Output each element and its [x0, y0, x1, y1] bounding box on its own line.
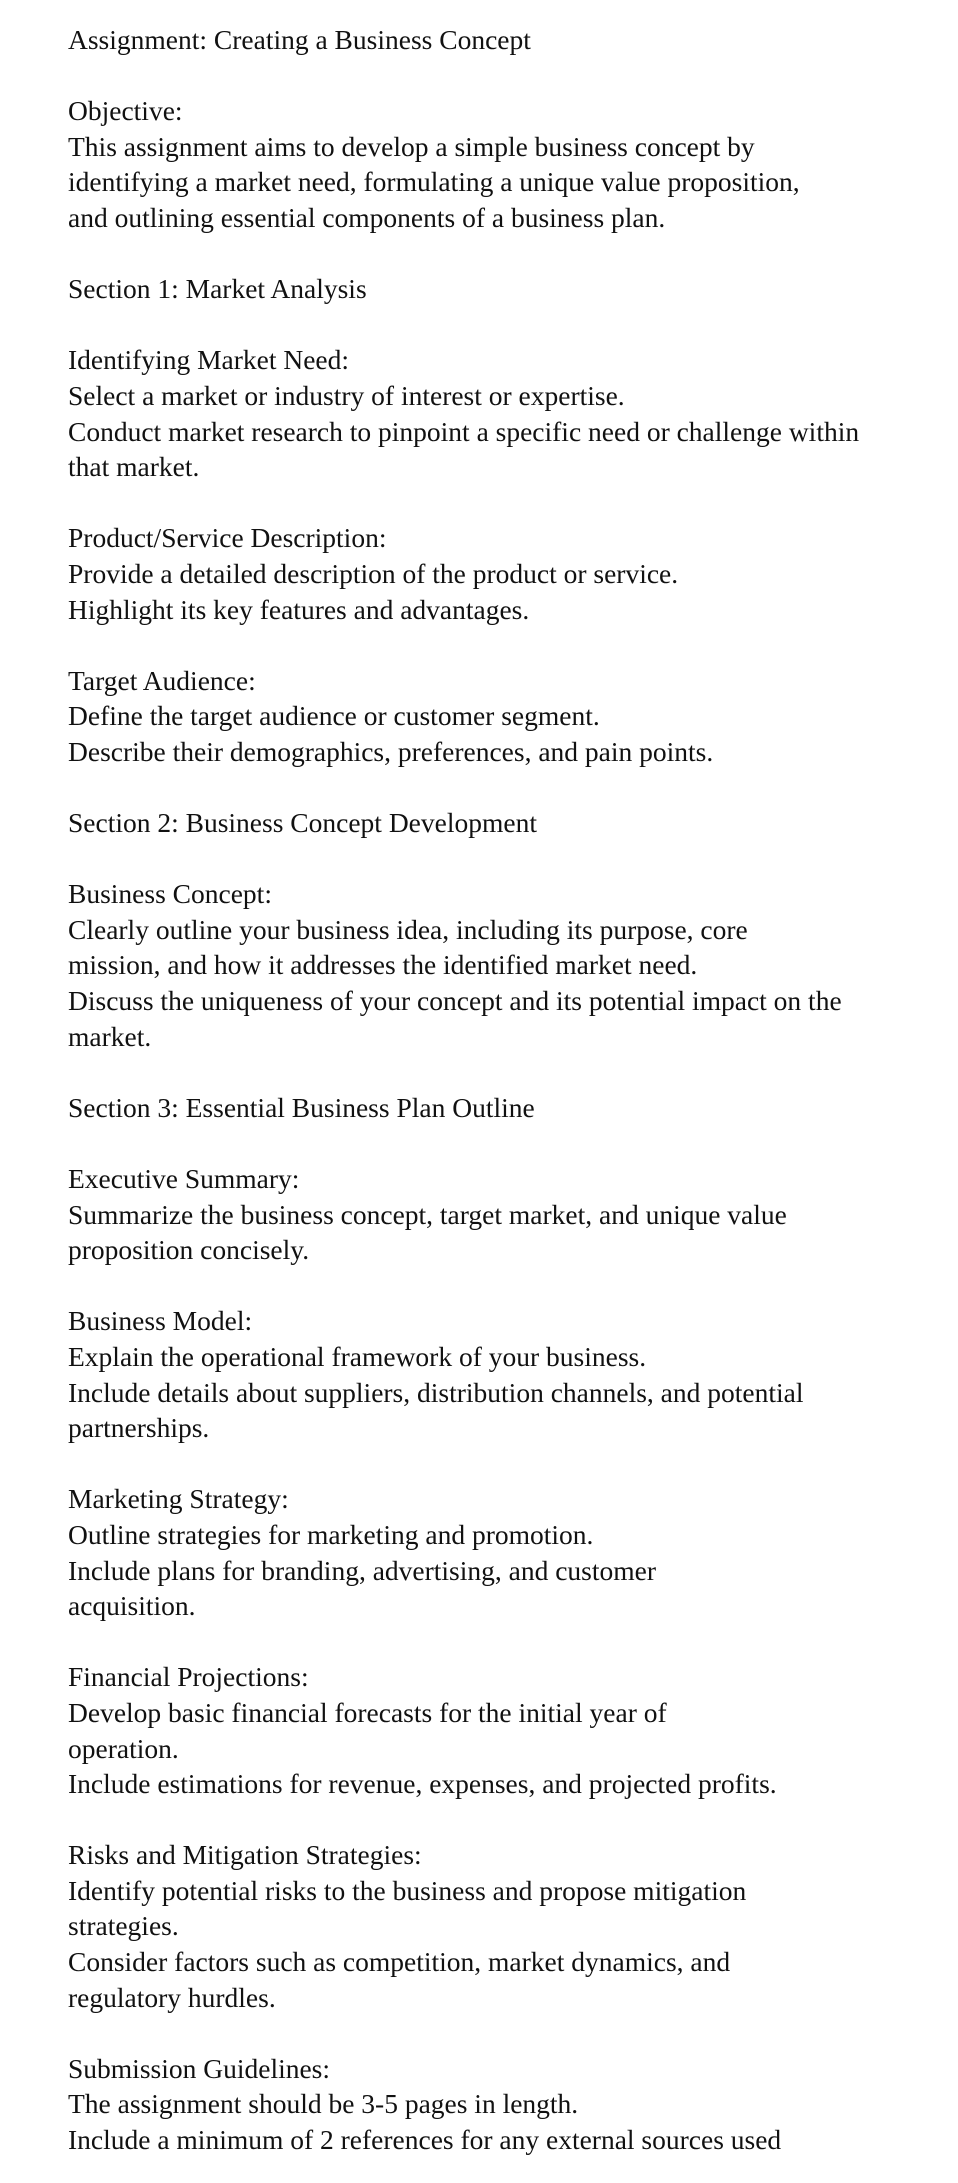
market-need-line: Select a market or industry of interest or expertise.	[68, 379, 625, 411]
submission-guidelines-line: The assignment should be 3-5 pages in length.	[68, 2088, 579, 2120]
section-2-heading-block	[68, 805, 898, 841]
risks-line: Consider factors such as competition, market dynamics, and regulatory hurdles.	[68, 1946, 731, 2013]
business-concept-block	[68, 876, 898, 1054]
document-title: Assignment: Creating a Business Concept	[68, 24, 531, 55]
section-1-heading-block	[68, 271, 898, 307]
submission-guidelines-line: Include a minimum of 2 references for any external sources used	[68, 2124, 782, 2156]
marketing-strategy-line: Include plans for branding, advertising, and customer acquisition.	[68, 1554, 657, 1622]
business-model-heading: Business Model:	[68, 1305, 253, 1337]
target-audience-line: Describe their demographics, preferences, and pain points.	[68, 735, 714, 767]
marketing-strategy-line: Outline strategies for marketing and promotion.	[68, 1518, 594, 1550]
business-concept-heading: Business Concept:	[68, 878, 272, 910]
objective-block	[68, 93, 898, 235]
business-model-block	[68, 1303, 898, 1445]
product-service-block	[68, 520, 898, 627]
section-3-heading-block	[68, 1090, 898, 1126]
business-model-line: Include details about suppliers, distribution channels, and potential partnerships.	[68, 1376, 804, 1444]
product-service-line: Highlight its key features and advantages.	[68, 593, 530, 625]
objective-text: This assignment aims to develop a simple business concept by identifying a market need, formulating a unique value proposition, and outlining essential components of a business plan.	[68, 130, 800, 233]
target-audience-line: Define the target audience or customer segment.	[68, 700, 600, 732]
business-concept-line: Discuss the uniqueness of your concept and its potential impact on the market.	[68, 985, 842, 1052]
target-audience-block	[68, 663, 898, 770]
financial-projections-block	[68, 1659, 898, 1801]
risks-line: Identify potential risks to the business and propose mitigation strategies.	[68, 1874, 747, 1942]
financial-projections-line: Include estimations for revenue, expenses, and projected profits.	[68, 1768, 777, 1800]
submission-guidelines-block	[68, 2051, 898, 2158]
section-2-heading: Section 2: Business Concept Development	[68, 807, 537, 839]
product-service-heading: Product/Service Description:	[68, 522, 387, 554]
executive-summary-line: Summarize the business concept, target market, and unique value proposition concisely.	[68, 1198, 787, 1266]
marketing-strategy-block	[68, 1481, 898, 1623]
product-service-line: Provide a detailed description of the product or service.	[68, 557, 679, 589]
submission-guidelines-heading: Submission Guidelines:	[68, 2052, 331, 2084]
target-audience-heading: Target Audience:	[68, 664, 256, 696]
market-need-block	[68, 342, 898, 484]
objective-heading: Objective:	[68, 95, 183, 127]
section-1-heading: Section 1: Market Analysis	[68, 273, 367, 305]
document-body	[68, 22, 898, 2158]
business-model-line: Explain the operational framework of your business.	[68, 1340, 647, 1372]
financial-projections-line: Develop basic financial forecasts for the initial year of operation.	[68, 1696, 667, 1764]
risks-block	[68, 1837, 898, 2015]
market-need-heading: Identifying Market Need:	[68, 344, 350, 376]
business-concept-line: Clearly outline your business idea, including its purpose, core mission, and how it addresses the identified market need.	[68, 913, 748, 981]
section-3-heading: Section 3: Essential Business Plan Outline	[68, 1091, 535, 1123]
document-title-block	[68, 22, 898, 58]
marketing-strategy-heading: Marketing Strategy:	[68, 1483, 289, 1515]
financial-projections-heading: Financial Projections:	[68, 1661, 309, 1693]
market-need-line: Conduct market research to pinpoint a specific need or challenge within that market.	[68, 415, 860, 483]
executive-summary-heading: Executive Summary:	[68, 1163, 300, 1194]
risks-heading: Risks and Mitigation Strategies:	[68, 1839, 422, 1871]
executive-summary-block	[68, 1161, 898, 1268]
